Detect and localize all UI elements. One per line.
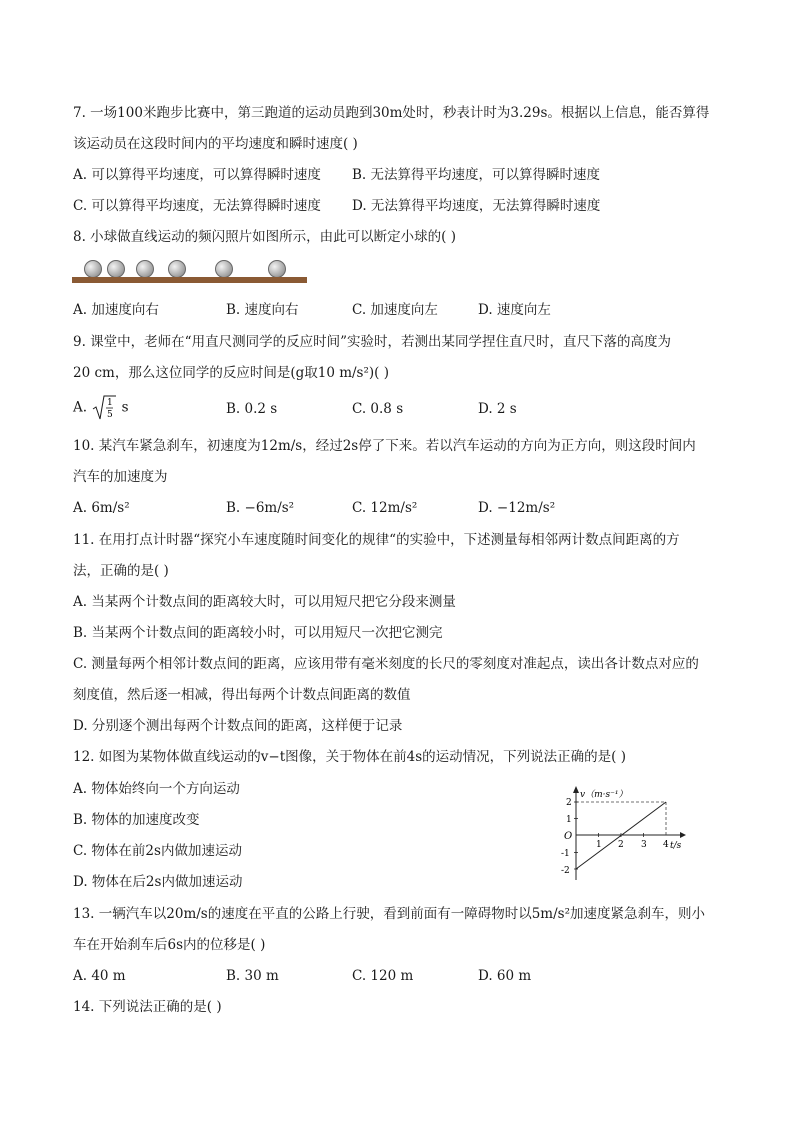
q12-option-b: B. 物体的加速度改变 — [73, 812, 200, 828]
q8-option-c: C. 加速度向左 — [352, 302, 438, 318]
q12-option-d: D. 物体在后2s内做加速运动 — [73, 874, 243, 890]
q9-option-b: B. 0.2 s — [226, 401, 278, 417]
q9-option-d: D. 2 s — [478, 401, 517, 417]
q13-option-d: D. 60 m — [478, 968, 532, 984]
y-tick-neg1: -1 — [561, 849, 570, 859]
q9-option-c: C. 0.8 s — [352, 401, 404, 417]
q10-option-a: A. 6m/s² — [73, 500, 130, 516]
origin-label: O — [564, 831, 573, 842]
ball-1 — [84, 260, 102, 278]
q9-stem-line1: 9. 课堂中，老师在“用直尺测同学的反应时间”实验时，若测出某同学捏住直尺时，直尺下落的高度为 — [73, 334, 671, 350]
q14-stem: 14. 下列说法正确的是( ) — [73, 999, 222, 1015]
ball-3 — [136, 260, 154, 278]
q13-stem-line1: 13. 一辆汽车以20m/s的速度在平直的公路上行驶，看到前面有一障碍物时以5m/s²加速度紧急刹车，则小 — [73, 906, 705, 922]
q11-option-a: A. 当某两个计数点间的距离较大时，可以用短尺把它分段来测量 — [73, 594, 456, 610]
y-tick-1: 1 — [566, 815, 572, 825]
v-axis-label: v（m·s⁻¹） — [580, 790, 628, 800]
q12-option-a: A. 物体始终向一个方向运动 — [73, 781, 240, 797]
q8-option-d: D. 速度向左 — [478, 302, 551, 318]
ball-5 — [215, 260, 233, 278]
q8-option-a: A. 加速度向右 — [73, 302, 159, 318]
q7-option-c: C. 可以算得平均速度，无法算得瞬时速度 — [73, 198, 321, 214]
q7-option-d: D. 无法算得平均速度，无法算得瞬时速度 — [352, 198, 601, 214]
q10-option-d: D. −12m/s² — [478, 500, 556, 516]
ball-6 — [268, 260, 286, 278]
q13-stem-line2: 车在开始刹车后6s内的位移是( ) — [73, 937, 266, 953]
q13-option-b: B. 30 m — [226, 968, 279, 984]
q11-option-d: D. 分别逐个测出每两个计数点间的距离，这样便于记录 — [73, 718, 403, 734]
q11-stem-line2: 法，正确的是( ) — [73, 563, 169, 579]
v-axis-arrow-icon — [573, 786, 579, 793]
ball-2 — [107, 260, 125, 278]
q8-option-b: B. 速度向右 — [226, 302, 299, 318]
q11-option-b: B. 当某两个计数点间的距离较小时，可以用短尺一次把它测完 — [73, 625, 443, 641]
q12-option-c: C. 物体在前2s内做加速运动 — [73, 843, 242, 859]
q13-option-c: C. 120 m — [352, 968, 414, 984]
x-tick-4: 4 — [663, 840, 669, 850]
vt-graph — [558, 785, 688, 885]
q7-option-b: B. 无法算得平均速度，可以算得瞬时速度 — [352, 167, 601, 183]
track-rail — [72, 277, 307, 283]
t-axis-label: t/s — [670, 841, 682, 851]
q10-option-b: B. −6m/s² — [226, 500, 295, 516]
q7-option-a: A. 可以算得平均速度，可以算得瞬时速度 — [73, 167, 321, 183]
q8-stem: 8. 小球做直线运动的频闪照片如图所示，由此可以断定小球的( ) — [73, 229, 456, 245]
q9-option-a-unit: s — [121, 399, 129, 416]
x-tick-1: 1 — [596, 840, 602, 850]
q11-option-c-line2: 刻度值，然后逐一相减，得出每两个计数点间距离的数值 — [73, 687, 411, 703]
y-tick-neg2: -2 — [561, 866, 570, 876]
y-tick-2: 2 — [566, 798, 572, 808]
q10-stem-line2: 汽车的加速度为 — [73, 469, 168, 485]
q11-stem-line1: 11. 在用打点计时器“探究小车速度随时间变化的规律“的实验中，下述测量每相邻两计数点间距离的方 — [73, 532, 680, 548]
q7-stem-line2: 该运动员在这段时间内的平均速度和瞬时速度( ) — [73, 136, 358, 152]
q9-a-numerator: 1 — [107, 398, 114, 408]
q9-stem-line2: 20 cm，那么这位同学的反应时间是(g取10 m/s²)( ) — [73, 365, 389, 381]
ball-4 — [168, 260, 186, 278]
x-tick-3: 3 — [641, 840, 647, 850]
q11-option-c-line1: C. 测量每两个相邻计数点间的距离，应该用带有毫米刻度的长尺的零刻度对准起点，读出各计数点对应的 — [73, 656, 699, 672]
q12-stem: 12. 如图为某物体做直线运动的v−t图像，关于物体在前4s的运动情况，下列说法正确的是( ) — [73, 749, 626, 765]
q10-stem-line1: 10. 某汽车紧急刹车，初速度为12m/s，经过2s停了下来。若以汽车运动的方向为正方向，则这段时间内 — [73, 438, 696, 454]
sqrt-fraction-icon — [91, 394, 117, 422]
q9-option-a-label: A. — [73, 399, 88, 416]
q9-a-denominator: 5 — [107, 410, 114, 420]
t-axis-arrow-icon — [680, 832, 686, 838]
q7-stem-line1: 7. 一场100米跑步比赛中，第三跑道的运动员跑到30m处时，秒表计时为3.29s。根据以上信息，能否算得 — [73, 105, 710, 121]
q13-option-a: A. 40 m — [73, 968, 126, 984]
q10-option-c: C. 12m/s² — [352, 500, 418, 516]
q9-option-a — [73, 394, 129, 422]
x-tick-2: 2 — [618, 840, 624, 850]
